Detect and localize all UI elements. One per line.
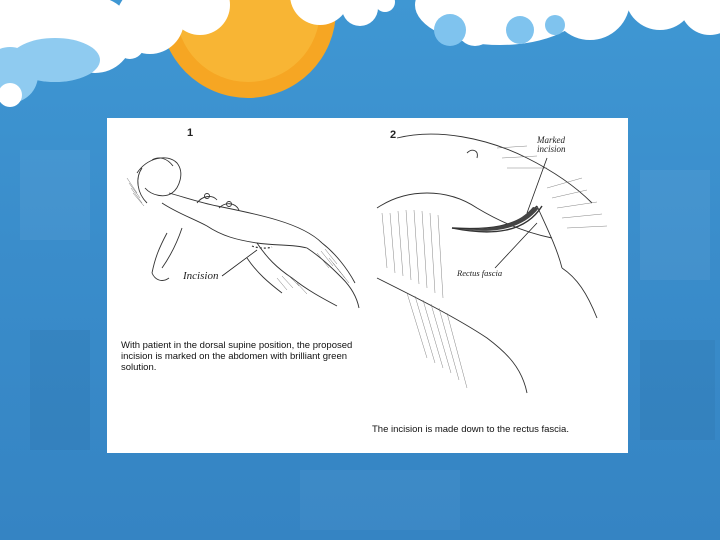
bg-tile xyxy=(30,330,90,450)
panel-1-number: 1 xyxy=(187,127,194,139)
bg-tile xyxy=(640,170,710,280)
marked-incision-label-line2: incision xyxy=(537,144,566,154)
figure-drawings xyxy=(107,118,628,453)
bg-tile xyxy=(20,150,90,240)
bg-tile xyxy=(300,470,460,530)
marked-incision-pointer xyxy=(527,158,547,213)
surgical-figure xyxy=(107,118,628,453)
incision-wound xyxy=(459,207,539,231)
marked-incision-label xyxy=(537,136,566,154)
rectus-fascia-label: Rectus fascia xyxy=(457,268,503,278)
incision-label: Incision xyxy=(183,270,219,282)
panel-1-caption: With patient in the dorsal supine position, the proposed incision is marked on the abdomen with brilliant green solution. xyxy=(121,340,353,373)
panel-2-number: 2 xyxy=(390,129,397,141)
bg-tile xyxy=(640,340,715,440)
cloud-left-shade xyxy=(0,38,100,107)
closeup-shading xyxy=(382,146,607,388)
rectus-fascia-pointer xyxy=(495,223,537,268)
marked-incision-label-line1: Marked xyxy=(537,135,565,145)
incision-pointer-line xyxy=(222,250,257,276)
panel-2-caption: The incision is made down to the rectus fascia. xyxy=(372,424,569,435)
patient-illustration xyxy=(137,158,359,308)
